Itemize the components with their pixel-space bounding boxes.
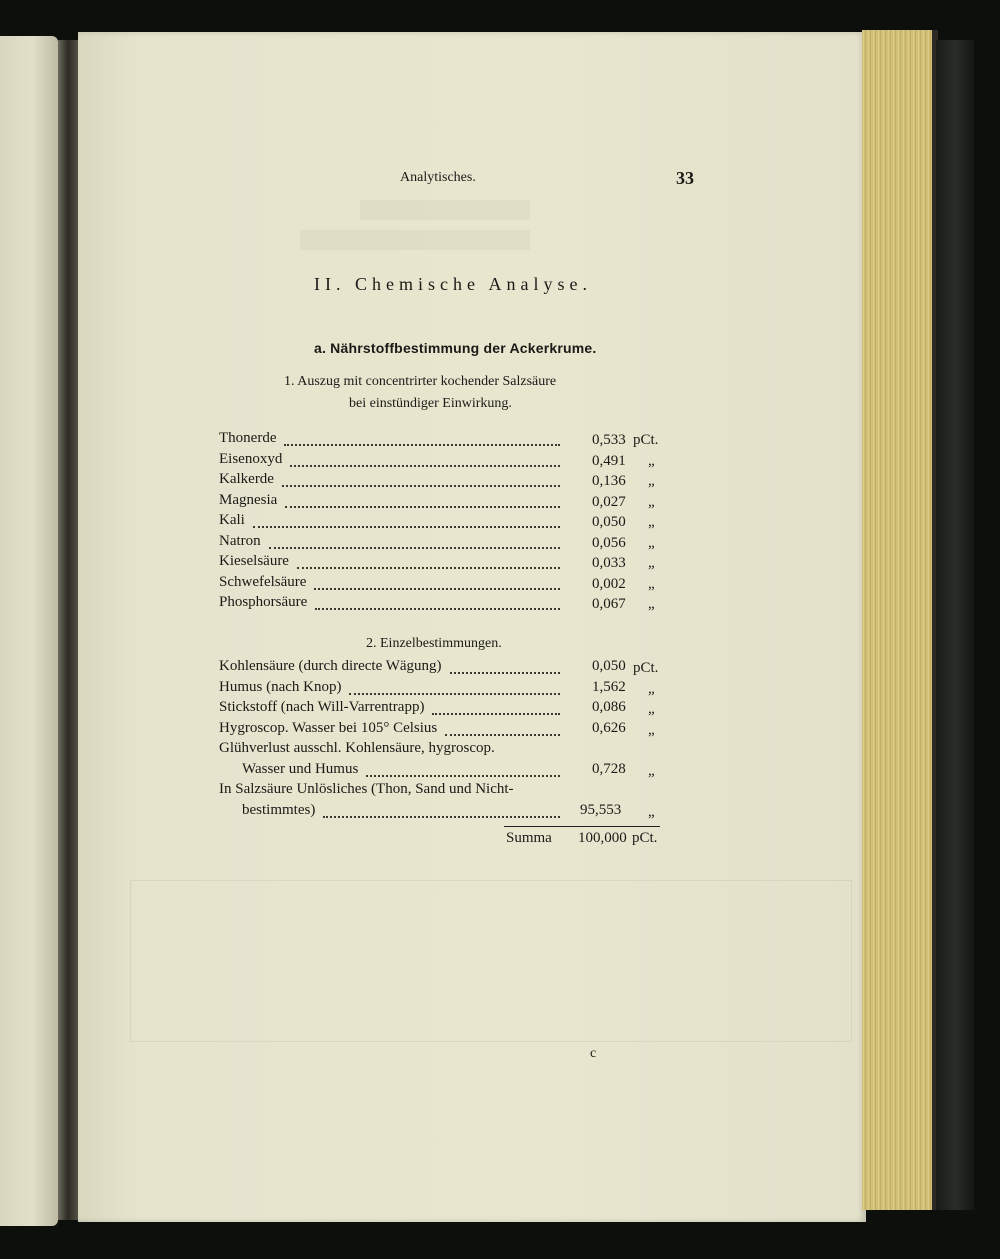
dot-leader <box>269 547 560 549</box>
row-unit: „ <box>648 701 655 717</box>
row-unit: „ <box>648 535 655 551</box>
row-value: 95,553 <box>580 802 622 818</box>
row-value: 0,728 <box>592 761 626 777</box>
row-unit: „ <box>648 596 655 612</box>
show-through-shadow <box>300 230 530 250</box>
row-label: Phosphorsäure <box>219 594 308 610</box>
row-value: 0,626 <box>592 720 626 736</box>
row-value: 0,136 <box>592 473 626 489</box>
total-unit: pCt. <box>632 830 658 846</box>
show-through-shadow <box>360 200 530 220</box>
dot-leader <box>285 506 560 508</box>
row-value: 0,050 <box>592 658 626 674</box>
row-unit: pCt. <box>633 660 659 676</box>
page-number: 33 <box>676 168 694 188</box>
row-label: Magnesia <box>219 492 278 508</box>
row-value: 0,056 <box>592 535 626 551</box>
book-cover <box>936 40 974 1210</box>
row-unit: „ <box>648 514 655 530</box>
row-label: bestimmtes) <box>242 802 316 818</box>
row-label: Kali <box>219 512 245 528</box>
dot-leader <box>290 465 560 467</box>
row-value: 0,033 <box>592 555 626 571</box>
dot-leader <box>297 567 560 569</box>
row-label-line1: In Salzsäure Unlösliches (Thon, Sand und Nicht- <box>219 781 514 797</box>
facing-page-edge <box>0 36 58 1226</box>
dot-leader <box>450 672 560 674</box>
row-label: Kieselsäure <box>219 553 289 569</box>
dot-leader <box>315 608 560 610</box>
group1-heading-line2: bei einstündiger Einwirkung. <box>349 396 512 411</box>
row-unit: pCt. <box>633 432 659 448</box>
row-label: Wasser und Humus <box>242 761 359 777</box>
dot-leader <box>323 816 560 818</box>
row-unit: „ <box>648 453 655 469</box>
row-unit: „ <box>648 576 655 592</box>
dot-leader <box>282 485 560 487</box>
row-label: Schwefelsäure <box>219 574 307 590</box>
row-label: Thonerde <box>219 430 277 446</box>
row-unit: „ <box>648 763 655 779</box>
dot-leader <box>432 713 560 715</box>
row-value: 0,002 <box>592 576 626 592</box>
row-label: Stickstoff (nach Will-Varrentrapp) <box>219 699 425 715</box>
row-value: 0,067 <box>592 596 626 612</box>
total-label: Summa <box>506 830 552 846</box>
row-unit: „ <box>648 681 655 697</box>
row-label-line1: Glühverlust ausschl. Kohlensäure, hygroscop. <box>219 740 495 756</box>
total-value: 100,000 <box>578 830 627 846</box>
row-label: Humus (nach Knop) <box>219 679 342 695</box>
row-value: 0,533 <box>592 432 626 448</box>
row-label: Kohlensäure (durch directe Wägung) <box>219 658 442 674</box>
dot-leader <box>445 734 560 736</box>
dot-leader <box>314 588 560 590</box>
subsection-title: a. Nährstoffbestimmung der Ackerkrume. <box>314 340 597 356</box>
book-gutter <box>58 40 80 1220</box>
row-unit: „ <box>648 494 655 510</box>
section-title: II. Chemische Analyse. <box>314 274 592 294</box>
dot-leader <box>366 775 560 777</box>
row-label: Natron <box>219 533 261 549</box>
row-unit: „ <box>648 473 655 489</box>
signature-mark: c <box>590 1046 597 1061</box>
row-unit: „ <box>648 722 655 738</box>
group1-heading-line1: 1. Auszug mit concentrirter kochender Salzsäure <box>284 374 557 389</box>
group2-heading: 2. Einzelbestimmungen. <box>366 636 502 651</box>
row-label: Hygroscop. Wasser bei 105° Celsius <box>219 720 438 736</box>
dot-leader <box>253 526 560 528</box>
page-edges <box>862 30 938 1210</box>
row-value: 1,562 <box>592 679 626 695</box>
row-value: 0,086 <box>592 699 626 715</box>
dot-leader <box>284 444 560 446</box>
running-head: Analytisches. <box>400 170 476 185</box>
show-through-table <box>130 880 852 1042</box>
row-value: 0,050 <box>592 514 626 530</box>
dot-leader <box>349 693 560 695</box>
row-label: Eisenoxyd <box>219 451 283 467</box>
row-value: 0,491 <box>592 453 626 469</box>
sum-rule <box>504 826 660 827</box>
row-value: 0,027 <box>592 494 626 510</box>
row-label: Kalkerde <box>219 471 274 487</box>
row-unit: „ <box>648 804 655 820</box>
row-unit: „ <box>648 555 655 571</box>
